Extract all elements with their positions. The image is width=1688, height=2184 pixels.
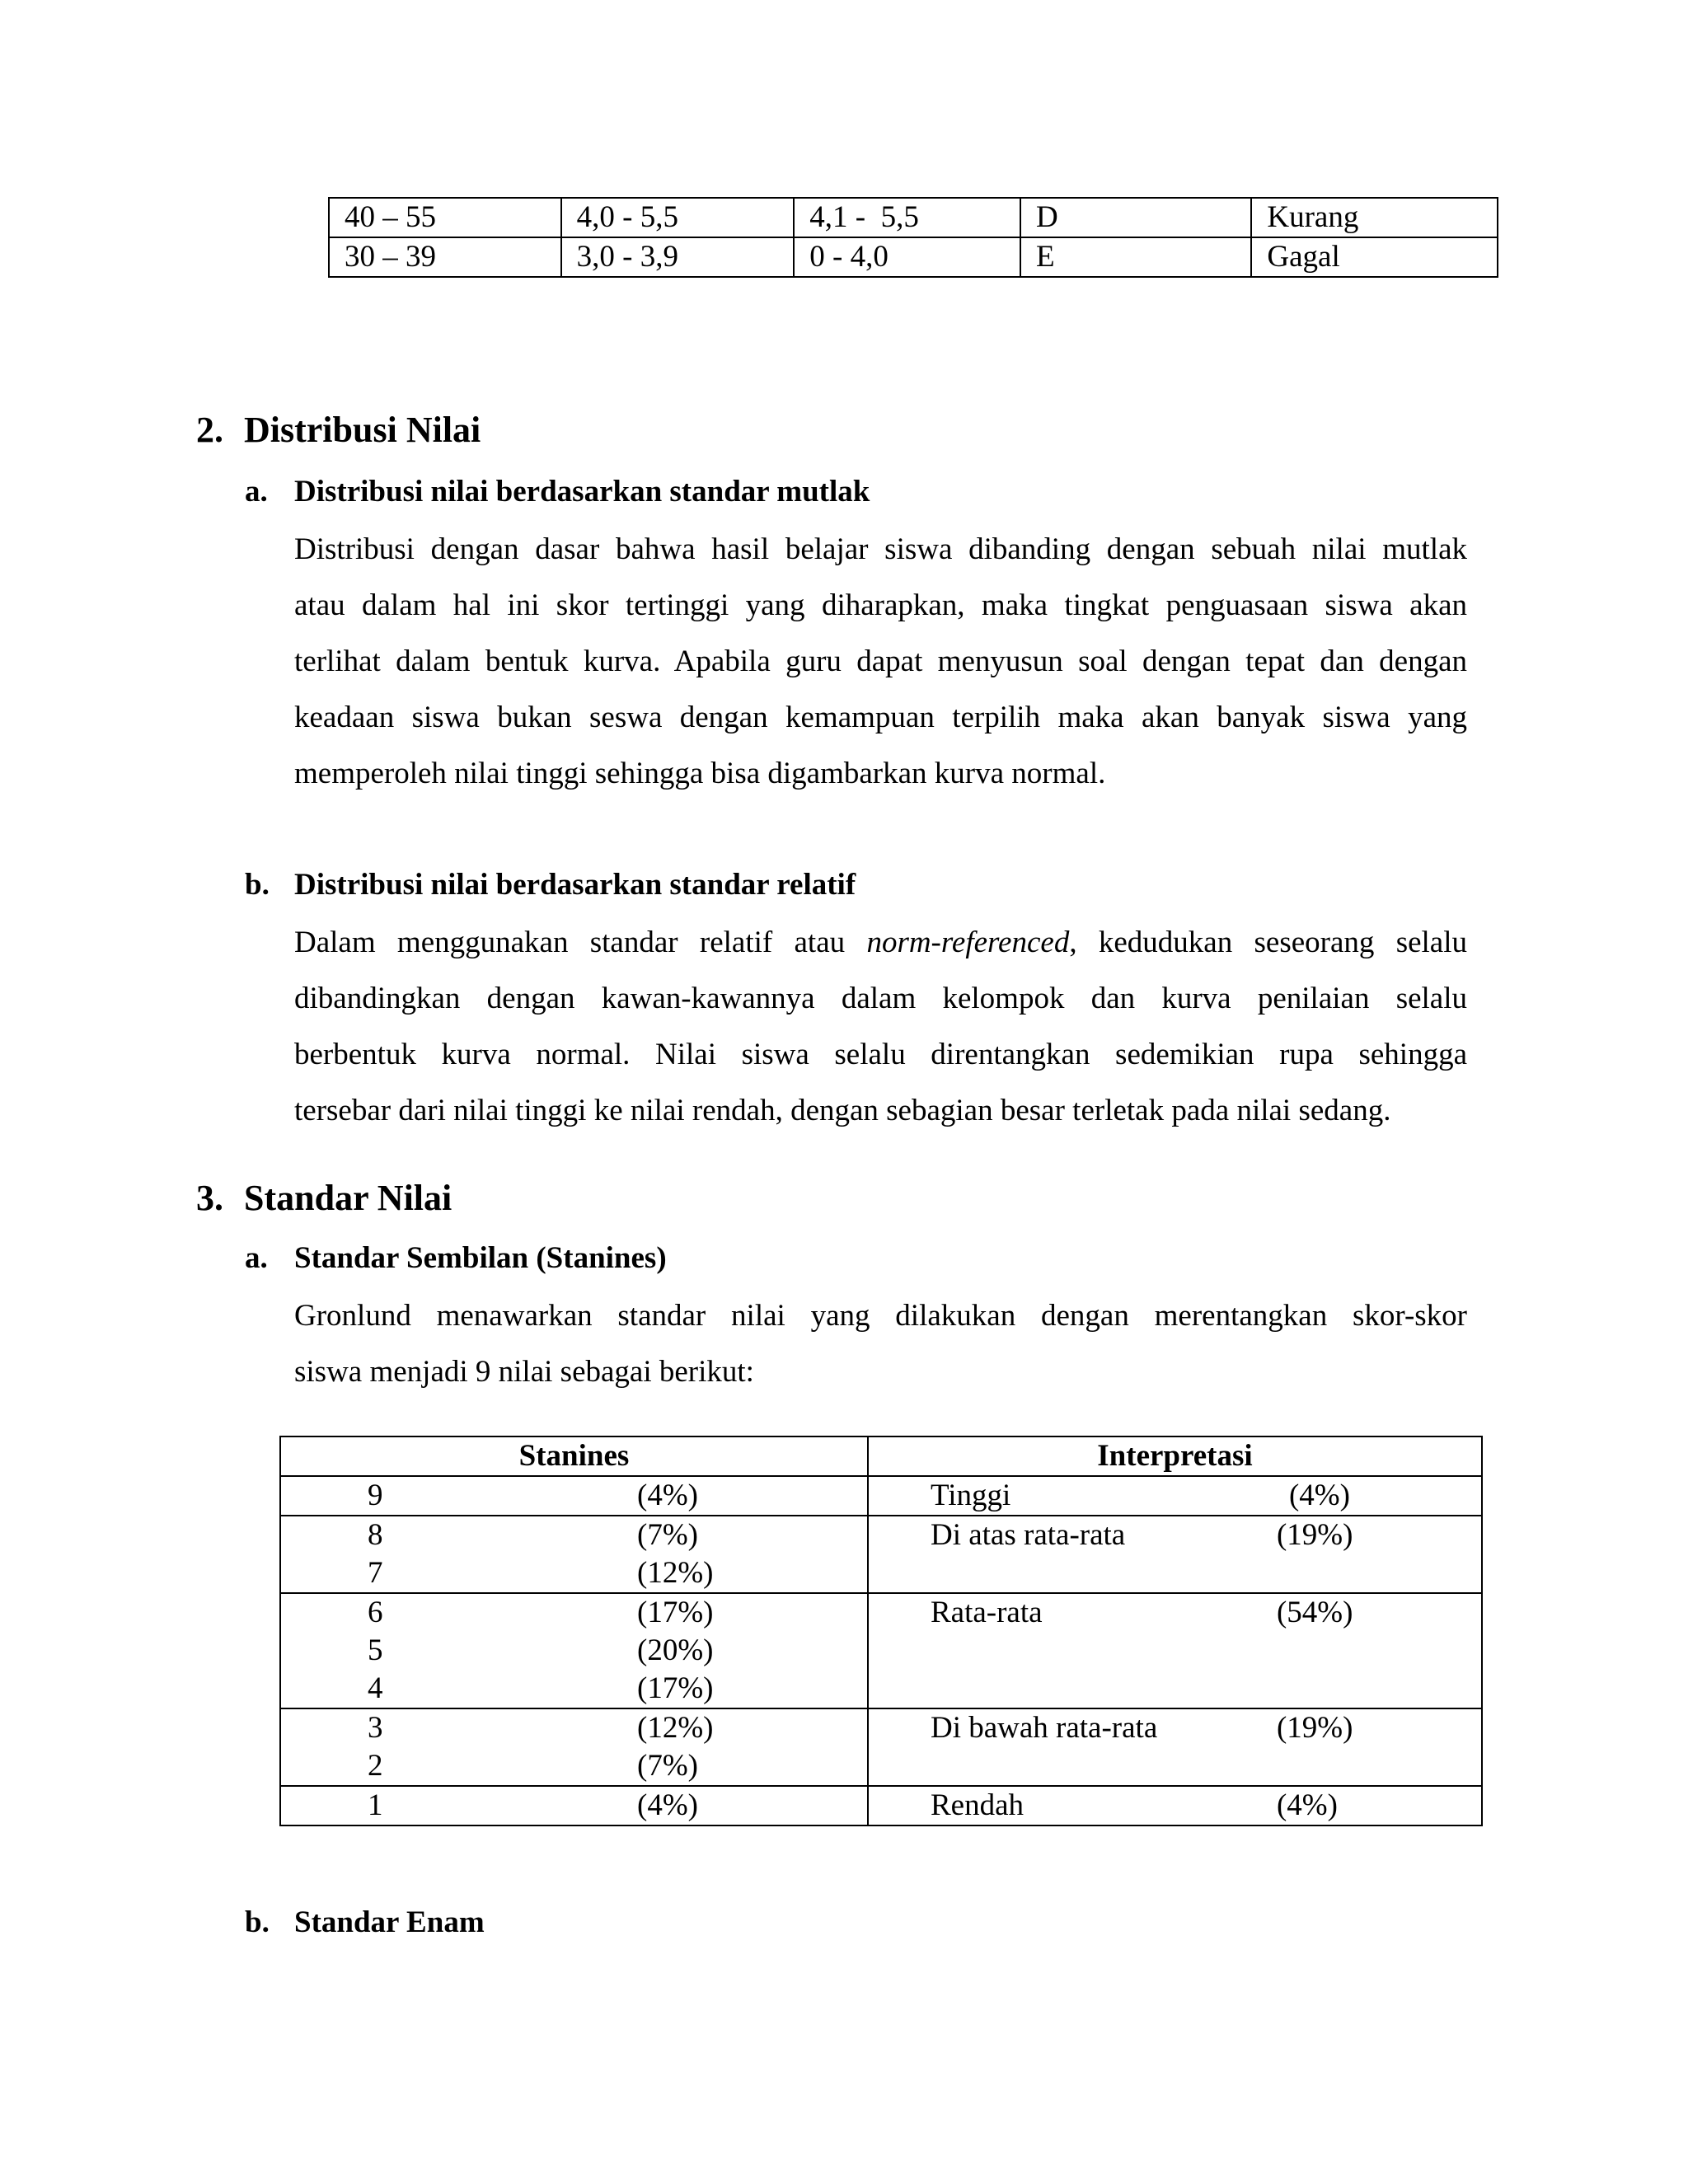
stanine-cell: [280, 1593, 868, 1708]
stanine-number: 7: [368, 1556, 383, 1590]
paragraph-line: berbentuk kurva normal. Nilai siswa selalu direntangkan sedemikian rupa sehingga: [294, 1038, 1467, 1071]
stanine-number: 9: [368, 1479, 383, 1512]
stanine-entry: [281, 1787, 867, 1825]
stanine-number: 8: [368, 1518, 383, 1552]
interpretation-entry: [869, 1787, 1481, 1825]
interpretation-label: Rata-rata: [930, 1596, 1043, 1629]
paragraph-line: Gronlund menawarkan standar nilai yang dilakukan dengan merentangkan skor-skor: [294, 1299, 1467, 1333]
stanine-entry: [281, 1554, 867, 1592]
paragraph-line: memperoleh nilai tinggi sehingga bisa digambarkan kurva normal.: [294, 757, 1106, 790]
table-cell: Kurang: [1251, 198, 1498, 237]
section-number: 2.: [196, 410, 223, 450]
table-row: [280, 1476, 1482, 1516]
stanine-number: 6: [368, 1596, 383, 1629]
table-row: [280, 1516, 1482, 1593]
stanine-percent: (20%): [637, 1633, 714, 1667]
text-run: , kedudukan seseorang selalu: [1069, 926, 1467, 959]
interpretation-percent: (4%): [1288, 1479, 1350, 1512]
paragraph-line: tersebar dari nilai tinggi ke nilai rendah, dengan sebagian besar terletak pada nilai sedang.: [294, 1094, 1391, 1127]
paragraph-line: dibandingkan dengan kawan-kawannya dalam kelompok dan kurva penilaian selalu: [294, 982, 1467, 1015]
subsection-letter: a.: [245, 1241, 268, 1275]
subsection-title: Distribusi nilai berdasarkan standar mutlak: [294, 475, 870, 509]
interpretation-cell: [868, 1708, 1482, 1786]
stanine-entry: [281, 1516, 867, 1554]
interpretation-entry: [869, 1516, 1481, 1554]
paragraph-line: Distribusi dengan dasar bahwa hasil belajar siswa dibanding dengan sebuah nilai mutlak: [294, 532, 1467, 566]
interpretation-cell: [868, 1593, 1482, 1708]
stanine-percent: (4%): [637, 1788, 698, 1822]
table-cell: 4,1 - 5,5: [794, 198, 1020, 237]
table-row: [280, 1786, 1482, 1825]
section-number: 3.: [196, 1178, 223, 1218]
interpretation-percent: (4%): [1276, 1788, 1338, 1822]
stanine-entry: [281, 1477, 867, 1515]
stanine-number: 3: [368, 1711, 383, 1745]
stanine-entry: [281, 1747, 867, 1785]
stanine-number: 2: [368, 1749, 383, 1783]
table-row: [329, 198, 1498, 237]
stanine-number: 1: [368, 1788, 383, 1822]
paragraph-line: atau dalam hal ini skor tertinggi yang diharapkan, maka tingkat penguasaan siswa akan: [294, 588, 1467, 622]
subsection-title: Standar Enam: [294, 1905, 485, 1939]
table-cell: 0 - 4,0: [794, 237, 1020, 277]
text-run: Dalam menggunakan standar relatif atau: [294, 926, 867, 959]
interpretation-cell: [868, 1516, 1482, 1593]
paragraph-line: [294, 915, 1467, 971]
paragraph-line: keadaan siswa bukan seswa dengan kemampuan terpilih maka akan banyak siswa yang: [294, 701, 1467, 734]
table-cell: E: [1020, 237, 1251, 277]
table-cell: 4,0 - 5,5: [561, 198, 795, 237]
stanine-number: 5: [368, 1633, 383, 1667]
table-cell: 30 – 39: [329, 237, 561, 277]
interpretation-cell: [868, 1476, 1482, 1516]
stanine-entry: [281, 1670, 867, 1708]
interpretation-entry: [869, 1477, 1481, 1515]
subsection-letter: a.: [245, 475, 268, 509]
interpretation-label: Di atas rata-rata: [930, 1518, 1126, 1552]
table-cell: 3,0 - 3,9: [561, 237, 795, 277]
interpretation-percent: (19%): [1276, 1711, 1353, 1745]
stanine-entry: [281, 1709, 867, 1747]
stanine-percent: (12%): [637, 1556, 714, 1590]
paragraph-line: terlihat dalam bentuk kurva. Apabila guru dapat menyusun soal dengan tepat dan dengan: [294, 644, 1467, 678]
table-row: [280, 1593, 1482, 1708]
table-row: [329, 237, 1498, 277]
stanine-cell: [280, 1708, 868, 1786]
paragraph-line: siswa menjadi 9 nilai sebagai berikut:: [294, 1355, 754, 1389]
stanine-cell: [280, 1786, 868, 1825]
table-cell: 40 – 55: [329, 198, 561, 237]
subsection-letter: b.: [245, 868, 270, 902]
paragraph-stanines-intro: [294, 1288, 1467, 1400]
interpretation-percent: (19%): [1276, 1518, 1353, 1552]
column-header: Interpretasi: [868, 1436, 1482, 1476]
stanine-percent: (7%): [637, 1518, 698, 1552]
interpretation-label: Rendah: [930, 1788, 1024, 1822]
subsection-title: Standar Sembilan (Stanines): [294, 1241, 667, 1275]
interpretation-label: Tinggi: [930, 1479, 1011, 1512]
table-header-row: [280, 1436, 1482, 1476]
table-row: [280, 1708, 1482, 1786]
stanine-number: 4: [368, 1671, 383, 1705]
interpretation-entry: [869, 1709, 1481, 1747]
column-header: Stanines: [280, 1436, 868, 1476]
section-title: Standar Nilai: [244, 1178, 452, 1218]
interpretation-entry: [869, 1594, 1481, 1632]
section-title: Distribusi Nilai: [244, 410, 481, 450]
stanine-percent: (12%): [637, 1711, 714, 1745]
subsection-title: Distribusi nilai berdasarkan standar relatif: [294, 868, 856, 902]
stanines-table: [279, 1436, 1483, 1826]
stanine-entry: [281, 1632, 867, 1670]
stanine-percent: (7%): [637, 1749, 698, 1783]
interpretation-cell: [868, 1786, 1482, 1825]
stanine-percent: (4%): [637, 1479, 698, 1512]
paragraph-standar-relatif: [294, 915, 1467, 1139]
subsection-letter: b.: [245, 1905, 270, 1939]
interpretation-label: Di bawah rata-rata: [930, 1711, 1158, 1745]
paragraph-standar-mutlak: [294, 522, 1467, 802]
interpretation-percent: (54%): [1276, 1596, 1353, 1629]
stanine-entry: [281, 1594, 867, 1632]
stanine-cell: [280, 1516, 868, 1593]
grade-table: [328, 197, 1498, 278]
table-cell: Gagal: [1251, 237, 1498, 277]
stanine-percent: (17%): [637, 1596, 714, 1629]
table-cell: D: [1020, 198, 1251, 237]
stanine-percent: (17%): [637, 1671, 714, 1705]
italic-term: norm-referenced: [866, 926, 1070, 959]
stanine-cell: [280, 1476, 868, 1516]
